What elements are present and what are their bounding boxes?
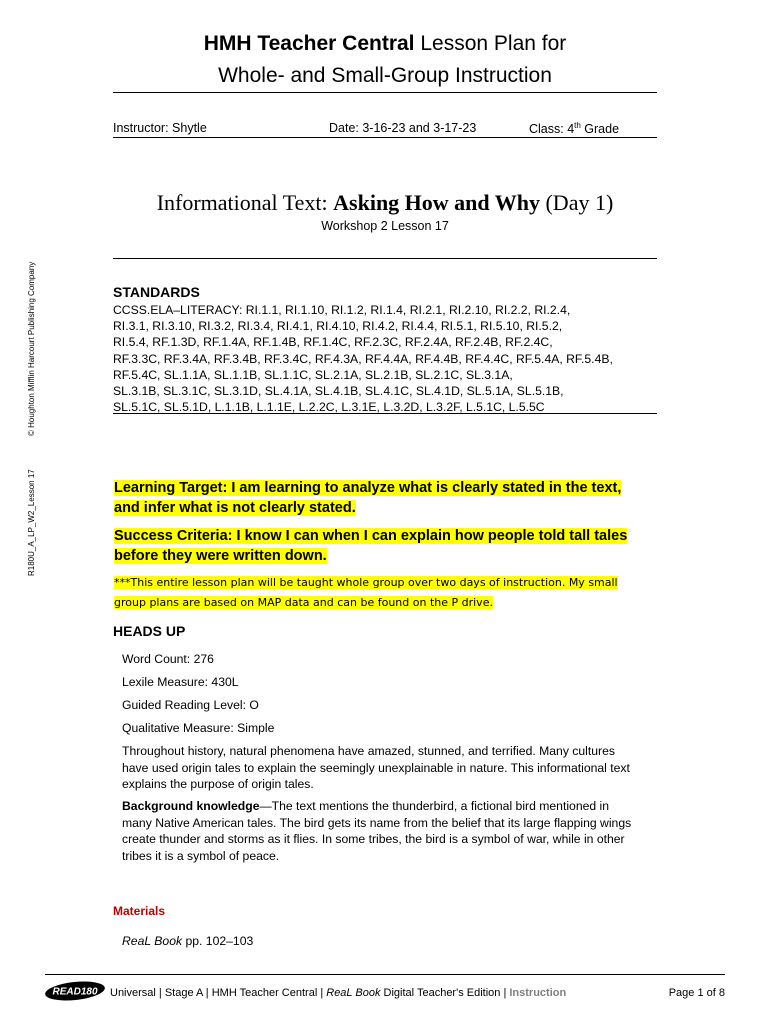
title-bold: HMH Teacher Central — [203, 32, 415, 55]
standards-line: RI.3.1, RI.3.10, RI.3.2, RI.3.4, RI.4.1, RI.4.10, RI.4.2, RI.4.4, RI.5.1, RI.5.10, RI.5.2, — [113, 319, 563, 334]
read180-logo — [44, 980, 106, 1002]
footer-rule — [45, 974, 725, 975]
heads-up-heading: HEADS UP — [113, 623, 186, 639]
doc-code-sidebar: R180U_A_LP_W2_Lesson 17 — [27, 469, 36, 576]
standards-line: RF.5.4C, SL.1.1A, SL.1.1B, SL.1.1C, SL.2.1A, SL.2.1B, SL.2.1C, SL.3.1A, — [113, 367, 513, 382]
instructor-label: Instructor: Shytle — [113, 121, 207, 135]
lesson-rule — [113, 258, 657, 259]
guided-reading-level: Guided Reading Level: O — [122, 698, 259, 712]
success-criteria: Success Criteria: I know I can when I can explain how people told tall tales before they were written down. — [114, 528, 628, 564]
document-title — [0, 28, 770, 92]
footer-text: Universal | Stage A | HMH Teacher Central | ReaL Book Digital Teacher's Edition | Instruction — [110, 987, 567, 999]
lexile-measure: Lexile Measure: 430L — [122, 675, 239, 689]
standards-line: RF.3.3C, RF.3.4A, RF.3.4B, RF.3.4C, RF.4.3A, RF.4.4A, RF.4.4B, RF.4.4C, RF.5.4A, RF.5.4B, — [113, 351, 613, 366]
standards-line: CCSS.ELA–LITERACY: RI.1.1, RI.1.10, RI.1.2, RI.1.4, RI.2.1, RI.2.10, RI.2.2, RI.2.4, — [113, 303, 571, 317]
page-number: Page 1 of 8 — [668, 987, 725, 999]
header-rule — [113, 92, 657, 93]
workshop-label: Workshop 2 Lesson 17 — [321, 219, 449, 233]
svg-text:READ180: READ180 — [52, 986, 98, 998]
copyright-sidebar: © Houghton Mifflin Harcourt Publishing Company — [27, 261, 36, 436]
background-knowledge: Background knowledge—The text mentions the thunderbird, a fictional bird mentioned in many Native American tales. The bird gets its name from the belief that its large flapping wings create thunder and storms as it flies. In some tribes, the bird is a symbol of war, while in other tribes it is a symbol of peace. — [122, 799, 632, 863]
qualitative-measure: Qualitative Measure: Simple — [122, 721, 275, 735]
learning-target: Learning Target: I am learning to analyze what is clearly stated in the text, and infer what is not clearly stated. — [114, 480, 622, 516]
whole-group-note: ***This entire lesson plan will be taught whole group over two days of instruction. My small group plans are based on MAP data and can be found on the P drive. — [114, 576, 618, 609]
materials-item: ReaL Book pp. 102–103 — [122, 934, 254, 948]
standards-list — [113, 302, 653, 415]
meta-rule — [113, 137, 657, 138]
standards-line: SL.5.1C, SL.5.1D, L.1.1B, L.1.1E, L.2.2C, L.3.1E, L.3.2D, L.3.2F, L.5.1C, L.5.5C — [113, 400, 545, 415]
lesson-title: Informational Text: Asking How and Why (Day 1) — [156, 190, 614, 215]
title-rest: Lesson Plan for — [414, 32, 567, 55]
materials-heading: Materials — [113, 904, 166, 918]
text-summary: Throughout history, natural phenomena have amazed, stunned, and terrified. Many cultures have used origin tales to explain the seemingly unexplainable in nature. This informational text explains the purpose of origin tales. — [122, 744, 630, 791]
word-count: Word Count: 276 — [122, 652, 214, 666]
standards-heading: STANDARDS — [113, 284, 200, 300]
date-label: Date: 3-16-23 and 3-17-23 — [329, 121, 477, 135]
title-line2: Whole- and Small-Group Instruction — [218, 64, 552, 87]
class-label: Class: 4th Grade — [529, 121, 620, 137]
standards-rule — [113, 413, 657, 414]
standards-line: SL.3.1B, SL.3.1C, SL.3.1D, SL.4.1A, SL.4.1B, SL.4.1C, SL.4.1D, SL.5.1A, SL.5.1B, — [113, 384, 564, 399]
standards-line: RI.5.4, RF.1.3D, RF.1.4A, RF.1.4B, RF.1.4C, RF.2.3C, RF.2.4A, RF.2.4B, RF.2.4C, — [113, 335, 553, 350]
